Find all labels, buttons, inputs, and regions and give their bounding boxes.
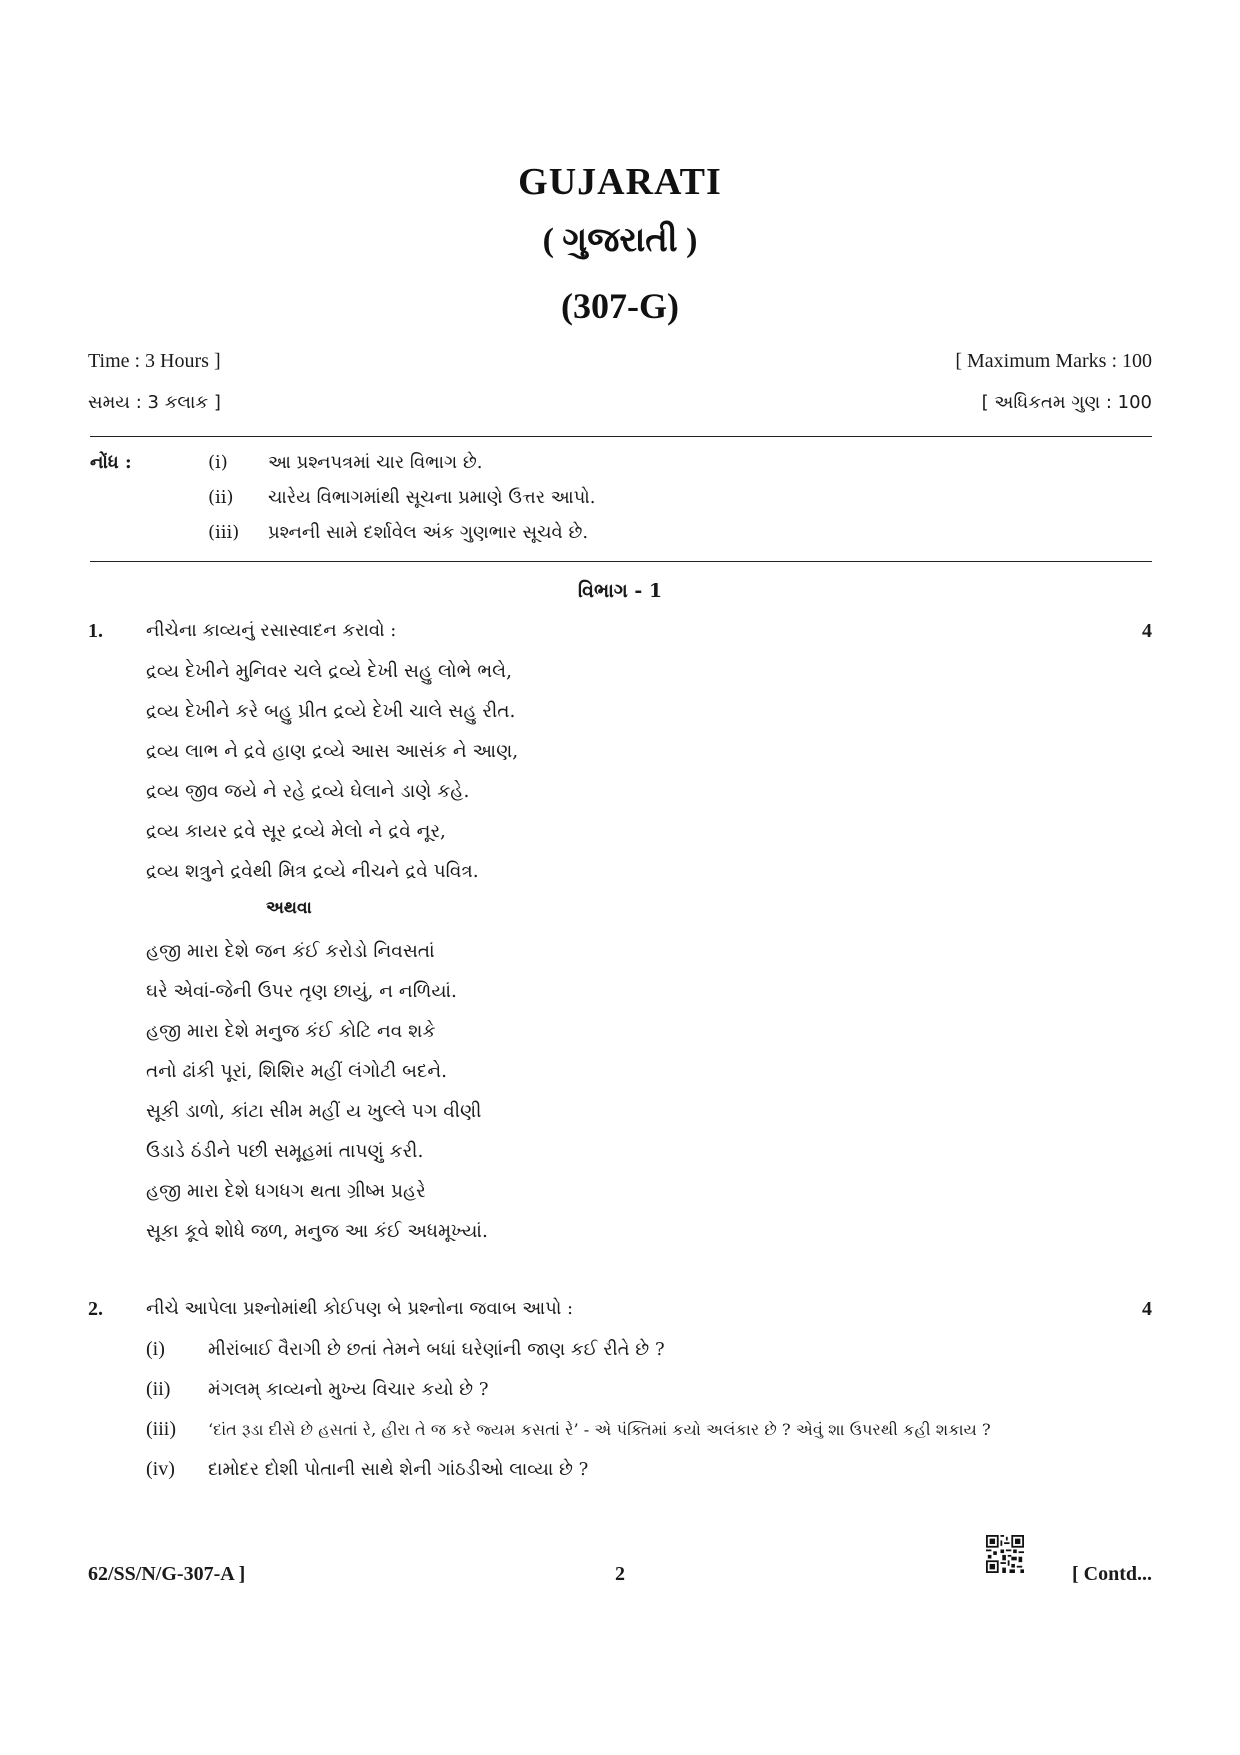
sub-question — [146, 1378, 488, 1401]
subject-title: GUJARATI — [518, 161, 722, 203]
sub-question — [146, 1338, 665, 1361]
poem-line: દ્રવ્ય દેખીને કરે બહુ પ્રીત દ્રવ્યે દેખી ચાલે સહુ રીત. — [146, 701, 516, 722]
divider-top — [90, 436, 1152, 437]
max-marks-english: [ Maximum Marks : 100 — [955, 350, 1152, 372]
note-number: (i) — [208, 452, 228, 473]
question-marks: 4 — [1142, 620, 1152, 642]
time-english: Time : 3 Hours ] — [88, 350, 221, 372]
time-gujarati: સમય : 3 કલાક ] — [88, 392, 221, 413]
poem-line: સૂકી ડાળો, કાંટા સીમ મહીં ય ખુલ્લે પગ વીણી — [146, 1101, 482, 1122]
sub-question-number: (ii) — [146, 1378, 171, 1400]
note-item — [208, 452, 483, 473]
question-marks: 4 — [1142, 1298, 1152, 1320]
poem-line: હજી મારા દેશે મનુજ કંઈ કોટિ નવ શકે — [146, 1021, 436, 1042]
paper-code: (307-G) — [561, 286, 679, 326]
question-text: નીચે આપેલા પ્રશ્નોમાંથી કોઈપણ બે પ્રશ્નોના જવાબ આપો : — [146, 1298, 574, 1319]
max-marks-gujarati: [ અધિકતમ ગુણ : 100 — [981, 392, 1152, 413]
question-number: 1. — [88, 620, 103, 642]
or-label: અથવા — [266, 898, 312, 918]
sub-question-number: (iii) — [146, 1418, 176, 1440]
sub-question-text: ‘દાંત રૂડા દીસે છે હસતાં રે, હીરા તે જ કરે જ્યમ કસતાં રે’ - એ પંક્તિમાં કયો અલંકાર છે ? એવું શા ઉપરથી કહી શકાય ? — [208, 1420, 991, 1439]
note-item — [208, 522, 588, 543]
sub-question-text: મંગલમ્ કાવ્યનો મુખ્ય વિચાર કયો છે ? — [208, 1379, 489, 1400]
question-number: 2. — [88, 1298, 103, 1320]
sub-question — [146, 1418, 991, 1441]
note-text: પ્રશ્નની સામે દર્શાવેલ અંક ગુણભાર સૂચવે છે. — [268, 522, 589, 543]
sub-question-text: દામોદર દોશી પોતાની સાથે શેની ગાંઠડીઓ લાવ્યા છે ? — [208, 1459, 589, 1480]
note-text: આ પ્રશ્નપત્રમાં ચાર વિભાગ છે. — [268, 452, 483, 473]
poem-line: તનો ઢાંકી પૂરાં, શિશિર મહીં લંગોટી બદને. — [146, 1061, 448, 1082]
poem-line: દ્રવ્ય લાભ ને દ્રવે હાણ દ્રવ્યે આસ આસંક ને આણ, — [146, 741, 519, 762]
divider-notes — [90, 561, 1152, 562]
poem-line: દ્રવ્ય શત્રુને દ્રવેથી મિત્ર દ્રવ્યે નીચને દ્રવે પવિત્ર. — [146, 861, 479, 882]
qr-code-icon — [986, 1535, 1024, 1573]
poem-b — [146, 932, 488, 1252]
subject-title-gujarati: ( ગુજરાતી ) — [542, 222, 698, 259]
section-heading: વિભાગ - 1 — [577, 580, 663, 602]
notes-label: નોંધ : — [90, 452, 132, 473]
note-item — [208, 487, 596, 508]
sub-question-number: (i) — [146, 1338, 165, 1360]
poem-a — [146, 652, 518, 892]
poem-line: દ્રવ્ય જીવ જયે ને રહે દ્રવ્યે ઘેલાને ડાણે કહે. — [146, 781, 470, 802]
paper-code-footer: 62/SS/N/G-307-A ] — [88, 1563, 246, 1585]
sub-question-text: મીરાંબાઈ વૈરાગી છે છતાં તેમને બધાં ઘરેણાંની જાણ કઈ રીતે છે ? — [208, 1339, 665, 1360]
poem-line: દ્રવ્ય કાયર દ્રવે સૂર દ્રવ્યે મેલો ને દ્રવે નૂર, — [146, 821, 446, 842]
sub-question — [146, 1458, 588, 1481]
note-number: (iii) — [208, 522, 240, 543]
poem-line: હજી મારા દેશે ધગધગ થતા ગ્રીષ્મ પ્રહરે — [146, 1181, 426, 1202]
poem-line: દ્રવ્ય દેખીને મુનિવર ચલે દ્રવ્યે દેખી સહુ લોભે ભલે, — [146, 661, 513, 682]
note-text: ચારેય વિભાગમાંથી સૂચના પ્રમાણે ઉત્તર આપો. — [268, 487, 596, 508]
question-text: નીચેના કાવ્યનું રસાસ્વાદન કરાવો : — [146, 620, 397, 641]
page-number: 2 — [615, 1563, 625, 1585]
poem-line: ઉડાડે ઠંડીને પછી સમૂહમાં તાપણું કરી. — [146, 1141, 424, 1162]
poem-line: ઘરે એવાં-જેની ઉપર તૃણ છાયું, ન નળિયાં. — [146, 981, 457, 1002]
poem-line: સૂકા કૂવે શોધે જળ, મનુજ આ કંઈ અધમૂખ્યાં. — [146, 1221, 488, 1242]
note-number: (ii) — [208, 487, 234, 508]
continued-label: [ Contd... — [1071, 1563, 1152, 1585]
poem-line: હજી મારા દેશે જન કંઈ કરોડો નિવસતાં — [146, 941, 435, 962]
sub-question-number: (iv) — [146, 1458, 175, 1480]
